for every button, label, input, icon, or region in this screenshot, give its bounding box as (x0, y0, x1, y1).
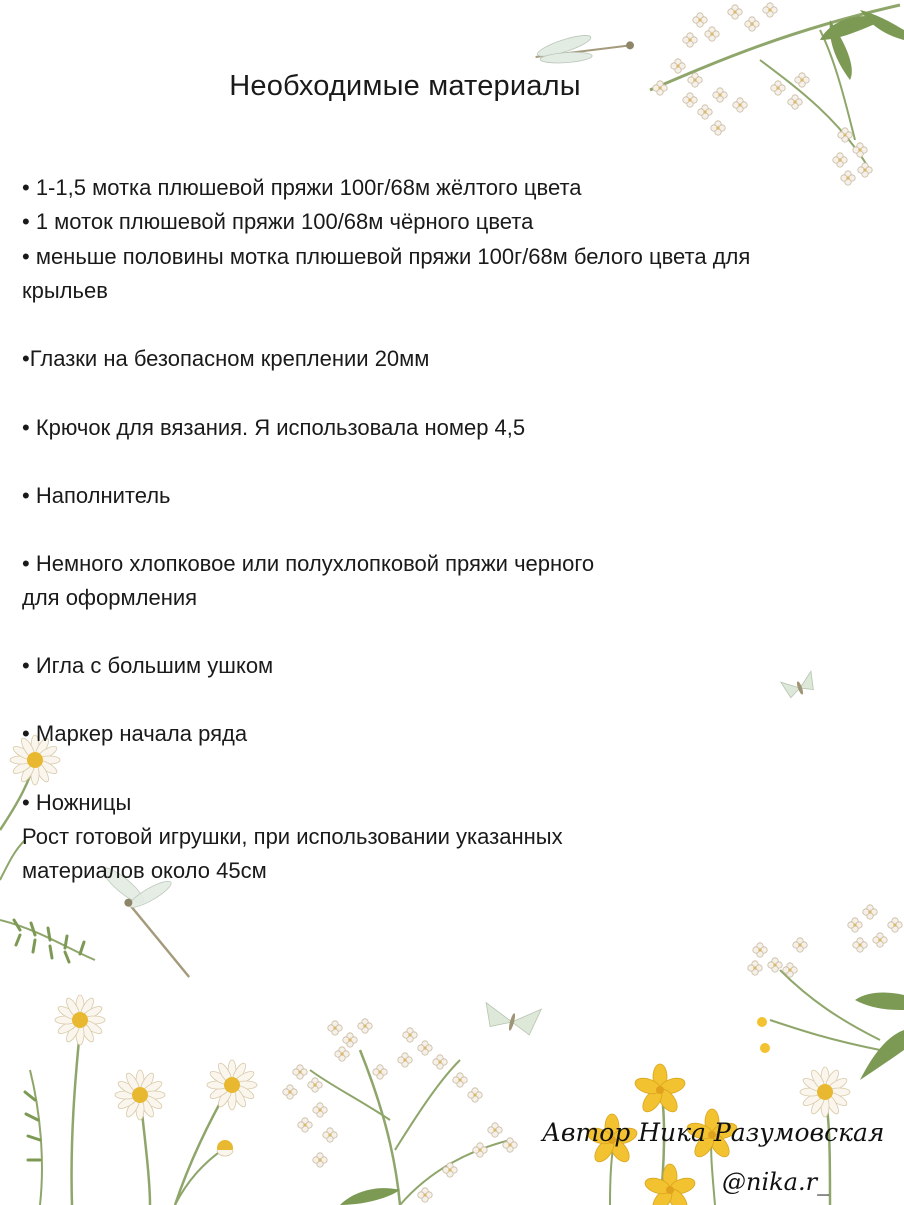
bottom-daisies (25, 995, 257, 1205)
material-line: • Немного хлопковое или полухлопковой пряжи черного (22, 551, 595, 576)
material-line: • Маркер начала ряда (22, 721, 248, 746)
material-line: для оформления (22, 585, 198, 610)
page-title: Необходимые материалы (229, 70, 581, 102)
moth-middle (781, 671, 818, 700)
author-handle: @nika.r_ (722, 1168, 830, 1196)
moth-bottom (480, 995, 541, 1038)
material-line: • Наполнитель (22, 483, 171, 508)
author-signature: Автор Ника Разумовская (542, 1118, 885, 1147)
material-line: • Игла с большим ушком (22, 653, 274, 678)
toy-height-note: материалов около 45см (22, 858, 267, 883)
material-line: •Глазки на безопасном креплении 20мм (22, 346, 430, 371)
bottom-elderflower (283, 1019, 517, 1205)
material-line: • Ножницы (22, 790, 132, 815)
material-line: • 1 моток плюшевой пряжи 100/68м чёрного цвета (22, 209, 534, 234)
toy-height-note: Рост готовой игрушки, при использовании указанных (22, 824, 563, 849)
material-line: • меньше половины мотка плюшевой пряжи 100г/68м белого цвета для (22, 244, 751, 269)
material-line: • 1-1,5 мотка плюшевой пряжи 100г/68м жёлтого цвета (22, 175, 582, 200)
top-dragonfly (533, 24, 636, 70)
bottom-right-flowers (585, 905, 904, 1205)
material-line: крыльев (22, 278, 108, 303)
material-line: • Крючок для вязания. Я использовала номер 4,5 (22, 415, 526, 440)
